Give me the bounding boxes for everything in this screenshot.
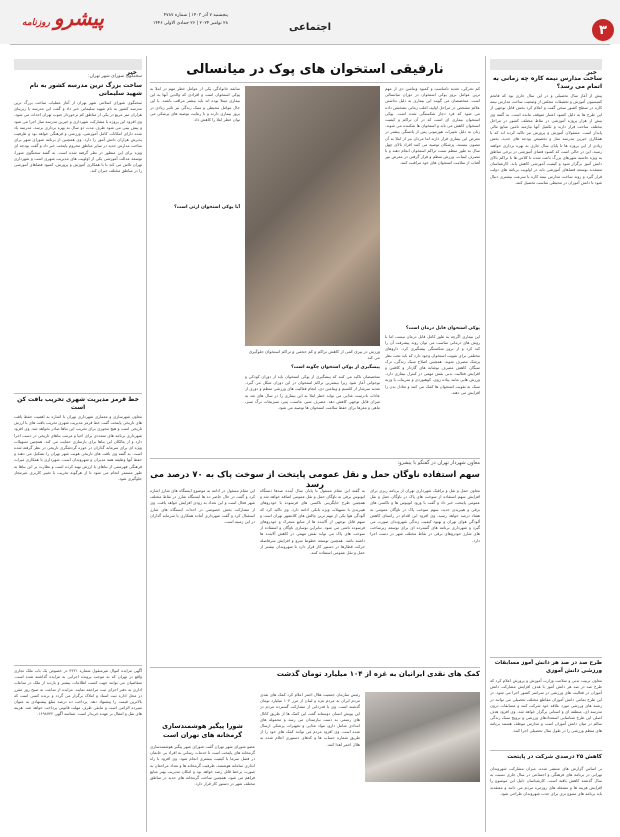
gaza-title: کمک های نقدی ایرانیان به غزه از ۱۰۴ میلیارد تومان گذشت: [276, 670, 480, 678]
right-sport-body: معاون تربیت بدنی و سلامت وزارت آموزش و پرورش اعلام کرد که طرح صد در صد هر دانش آموز با هدف افزایش مشارکت دانش آموزان در فعالیت های ورزشی در سراسر کشور اجرا می شود. در این طرح تمامی دانش آموزان مقاطع مختلف تحصیلی می توانند در رشته های ورزشی مورد علاقه خود شرکت کنند و مسابقات درون مدرسه ای، منطقه ای و استانی برگزار خواهد شد. وی افزود هدف اصلی این طرح شناسایی استعدادهای ورزشی و ترویج سبک زندگی سالم در میان دانش آموزان است و مدارس موظف هستند برنامه های منظم ورزشی را در طول سال تحصیلی اجرا کنند.: [490, 678, 602, 733]
main-body-2: این بیماری اگرچه به طور کامل قابل درمان نیست اما با روش های درمانی مناسب می توان روند پیشرفت آن را کند کرد و از بروز شکستگی پیشگیری کرد. داروهای مختلفی برای تقویت استخوان وجود دارد که باید تحت نظر پزشک مصرف شوند. همچنین اصلاح سبک زندگی، ترک سیگار، کاهش مصرف نوشابه های گازدار و کافئین و افزایش فعالیت بدنی نقش مهمی در کنترل بیماری دارد. ورزش هایی مانند پیاده روی، کوهنوردی و تمرینات با وزنه سبک به تقویت استخوان ها کمک می کنند و تعادل بدن را افزایش می دهند.: [385, 334, 480, 395]
main-sub-2: پیشگیری از پوکی استخوان چگونه است؟: [291, 365, 380, 370]
left-news-label: خبر: [126, 69, 137, 76]
right-divider-1: [490, 657, 602, 658]
main-body-4: سابقه خانوادگی یکی از عوامل خطر مهم در ابتلا به پوکی استخوان است و افرادی که والدین آنها به این بیماری مبتلا بوده اند باید بیشتر مراقب باشند. با این حال عوامل محیطی و سبک زندگی نیز تاثیر زیادی در بروز بیماری دارند و با رعایت توصیه های پزشکی می توان خطر ابتلا را کاهش داد.: [150, 86, 240, 123]
council-body: عضو شورای شهر تهران گفت شورای شهر پیگیر هوشمندسازی گرمخانه های پایتخت است تا خدمات رسانی به افراد بی خانمان در فصل سرما با کیفیت بیشتری انجام شود. وی افزود با راه اندازی سامانه هوشمند، ظرفیت گرمخانه ها و تعداد مراجعان به صورت برخط قابل رصد خواهد بود و امکان مدیریت بهتر منابع فراهم می شود. همچنین ساخت گرمخانه های جدید در مناطق مختلف شهر در دستور کار قرار دارد.: [150, 744, 255, 787]
right-news-tab: [490, 59, 602, 76]
gaza-photo: [365, 692, 480, 782]
middle-body-3: این مقام مسئول در ادامه به موضوع ایستگاه های شارژ اشاره کرد و گفت در حال حاضر ده ها ایستگاه شارژ در نقاط مختلف شهر فعال است و این تعداد به زودی افزایش خواهد یافت. وی از مشارکت بخش خصوصی در احداث ایستگاه های شارژ استقبال کرد و گفت شهرداری آماده همکاری با سرمایه گذاران در این زمینه است.: [150, 488, 255, 525]
middle-headline: سهم استفاده ناوگان حمل و نقل عمومی پایتخت از سوخت پاک به ۷۰ درصد می رسد: [150, 470, 480, 490]
main-headline: نارفیقی استخوان های پوک در میانسالی: [186, 62, 444, 77]
gaza-body: رئیس سازمان جمعیت هلال احمر اعلام کرد کمک های نقدی مردم ایران به مردم غزه و لبنان از مرز ۱۰۴ میلیارد تومان گذشته است. وی با قدردانی از مشارکت گسترده مردم در این پویش انسان دوستانه گفت این کمک ها از طریق کانال های رسمی به دست نیازمندان می رسد و محموله های امدادی شامل دارو، مواد غذایی و تجهیزات پزشکی ارسال شده است. وی افزود مردم می توانند کمک های خود را از طریق شماره حساب ها و کدهای دستوری اعلام شده به هلال احمر اهدا کنند.: [260, 692, 360, 747]
main-sub-3: آیا پوکی استخوان ارثی است؟: [174, 205, 240, 210]
column-rule-right: [485, 56, 486, 832]
left-divider-2: [14, 665, 142, 666]
section-title: اجتماعی: [288, 22, 332, 33]
logo-text: پیشرو: [53, 6, 104, 30]
main-headline-rule: [150, 82, 480, 83]
main-photo: [245, 86, 380, 346]
left-news-tab: [14, 59, 142, 76]
left-body: سخنگوی شورای اسلامی شهر تهران از آغاز عملیات ساخت بزرگ ترین مدرسه کشور به نام شهید سلیمانی خبر داد و گفت این مدرسه با زیربنای هزاران متر مربع در یکی از مناطق کم برخوردار جنوب تهران احداث می شود. وی افزود این پروژه با مشارکت شهرداری و خیرین مدرسه ساز اجرا می شود و پیش بینی می شود ظرف مدت دو سال به بهره برداری برسد. مدرسه یاد شده دارای امکانات کامل آموزشی، ورزشی و فرهنگی خواهد بود و ظرفیت پذیرش هزاران دانش آموز را دارد. وی همچنین از برنامه شورای شهر برای ساخت مدارس جدید در سایر مناطق محروم پایتخت خبر داد و گفت بودجه ای ویژه برای این منظور در نظر گرفته شده است. به گفته سخنگوی شورا، توسعه عدالت آموزشی یکی از اولویت های مدیریت شهری است و شهرداری تهران تلاش می کند تا با همکاری آموزش و پرورش، کمبود فضاهای آموزشی را در مناطق مختلف جبران کند.: [14, 100, 142, 174]
main-photo-caption: ورزش در پیری کمی از کاهش تراکم و کم حجمی و تراکم استخوان جلوگیری می کند: [248, 349, 380, 360]
council-title: شورا پیگیر هوشمندسازی گرمخانه های تهران است: [162, 722, 243, 739]
main-body-3: متخصصان تاکید می کنند که پیشگیری از پوکی استخوان باید از دوران کودکی و نوجوانی آغاز شود زیرا بیشترین تراکم استخوان در این دوران شکل می گیرد. تغذیه سرشار از کلسیم و ویتامین دی، انجام فعالیت های ورزشی منظم و دوری از عادات نادرست غذایی می تواند خطر ابتلا به این بیماری را در سال های بعد به میزان قابل توجهی کاهش دهد. مصرف شیر، ماست، پنیر، سبزیجات برگ سبز، ماهی و مغزها برای حفظ سلامت استخوان ها توصیه می شود.: [245, 374, 380, 411]
masthead-divider: [10, 44, 610, 45]
right-divider-2: [490, 750, 602, 751]
middle-body-2: به گفته این مقام مسئول تا پایان سال آینده صدها دستگاه اتوبوس برقی به ناوگان حمل و نقل عمومی اضافه خواهد شد و همچنین طرح جایگزینی تاکسی های فرسوده با خودروهای هیبریدی با تسهیلات ویژه بانکی ادامه دارد. وی تاکید کرد که آلودگی هوا یکی از مهم ترین چالش های کلانشهر تهران است و سهم قابل توجهی از آلاینده ها از منابع متحرک و خودروهای فرسوده ناشی می شود. بنابراین نوسازی ناوگان و استفاده از سوخت های پاک می تواند نقش مهمی در کاهش آلاینده ها داشته باشد. همچنین توسعه خطوط مترو و افزایش سرفاصله حرکت قطارها در دستور کار قرار دارد تا شهروندان بیشتر از حمل و نقل عمومی استفاده کنند.: [260, 488, 365, 556]
left-ad-body: آگهی مزایده اموال غیرمنقول شماره ۴۳۲۱ در خصوص یک باب ملک تجاری واقع در تهران که به موجب پرونده اجرایی به مزایده گذاشته شده است. متقاضیان می توانند جهت کسب اطلاعات بیشتر و بازدید از ملک در ساعات اداری به دفتر اجرای ثبت مراجعه نمایند. مزایده از ساعت نه صبح روز مقرر در محل اداره ثبت اسناد و املاک برگزار می گردد و برنده کسی است که بالاترین قیمت را پیشنهاد دهد. پرداخت ده درصد مبلغ پیشنهادی به عنوان سپرده الزامی است و مابقی ظرف مهلت قانونی پرداخت خواهد شد. هزینه های نقل و انتقال بر عهده خریدار است. شناسه آگهی ۱۶۹۸۷۴۲.: [14, 668, 142, 717]
right-sport-title: طرح صد در صد هر دانش آموز مسابقات ورزشی دانش آموزی: [494, 660, 602, 674]
right-news-label: خبر: [586, 69, 597, 76]
left-sub-body: معاون شهرسازی و معماری شهرداری تهران با اشاره به اهمیت حفظ بافت های تاریخی پایتخت گفت خط قرمز مدیریت شهری تخریب بافت های با ارزش تاریخی است و هیچ مجوزی برای تخریب این بناها صادر نخواهد شد. وی افزود شهرداری برنامه های متعددی برای احیا و مرمت بناهای تاریخی در دست اجرا دارد و از مالکان این بناها برای بازسازی حمایت می کند. همچنین تسهیلات ویژه ای برای سرمایه گذاران در حوزه گردشگری تاریخی در نظر گرفته شده است. به گفته وی بافت های تاریخی هویت شهر تهران را تشکیل می دهند و حفظ آنها وظیفه همه مدیران و شهروندان است. شهرداری با همکاری میراث فرهنگی فهرستی از بناهای با ارزش تهیه کرده است و نظارت بر این بناها به طور مستمر انجام می شود تا از هرگونه تخریب یا تغییر کاربری غیرمجاز جلوگیری شود.: [14, 414, 142, 482]
middle-divider-top: [150, 458, 480, 459]
logo: [20, 6, 106, 36]
main-sub-1: پوکی استخوان قابل درمان است؟: [405, 326, 480, 331]
right-top-body: پیش از آغاز سال تحصیلی و در این سال جاری بود که فاتحم کمیسیون آموزش و تحقیقات مجلس از وضعیت ساخت مدارس نیمه کاره در سطح کشور سخن گفت و اعلام کرد بخش قابل توجهی از این طرح ها به دلیل کمبود اعتبار متوقف مانده است. به گفته وی بیش از هزار پروژه آموزشی در نقاط مختلف کشور در مراحل مختلف ساخت قرار دارند و تکمیل آنها نیازمند تامین منابع مالی پایدار است. مسئولان آموزش و پرورش نیز تاکید کرده اند که با همکاری خیرین مدرسه ساز و تخصیص بودجه های جدید، بخش زیادی از این پروژه ها تا پایان سال جاری به بهره برداری خواهند رسید. این در حالی است که کمبود فضای آموزشی در برخی مناطق به ویژه حاشیه شهرهای بزرگ باعث شده تا کلاس ها با تراکم بالای دانش آموز برگزار شود و کیفیت آموزشی کاهش یابد. کارشناسان معتقدند توسعه فضاهای آموزشی باید در اولویت برنامه های دولت قرار گیرد و روند ساخت مدارس نیمه کاره با سرعت بیشتری دنبال شود تا دانش آموزان در محیطی مناسب تحصیل کنند.: [490, 93, 602, 185]
left-kicker: سخنگوی شورای شهر تهران:: [88, 74, 142, 79]
left-sub-title: خط قرمز مدیریت شهری تخریب بافت کن است: [17, 396, 139, 411]
column-rule-left: [146, 56, 147, 832]
right-top-title: ساخت مدارس نیمه کاره چه زمانی به اتمام می رسد؟: [492, 75, 602, 90]
left-title: ساخت بزرگ ترین مدرسه کشور به نام شهید سلیمانی: [29, 82, 142, 97]
logo-sub: روزنامه: [22, 18, 50, 28]
right-bottom-body: بر اساس گزارش های منتشر شده، میزان مشارکت شهروندان تهرانی در برنامه های فرهنگی و اجتماعی در سال جاری نسبت به سال گذشته کاهش یافته است. کارشناسان دلیل این موضوع را افزایش هزینه ها و مشغله های روزمره مردم می دانند و معتقدند باید برنامه های متنوع تری برای جذب شهروندان طراحی شود.: [490, 766, 602, 796]
gaza-divider: [150, 667, 480, 668]
date-line-1: پنجشنبه ۷ آذر ۱۴۰۳ | شماره ۴۷۸۷: [163, 13, 228, 18]
date-line-2: ۲۸ نوامبر ۲۰۲۴ | ۲۶ جمادی الاولی ۱۴۴۶: [152, 21, 228, 26]
right-bottom-title: کاهش ۲۵ درصدی شرکت در پایتخت: [507, 754, 602, 760]
page-number: ۳: [592, 19, 614, 41]
left-divider-1: [14, 393, 142, 394]
middle-body-1: معاون حمل و نقل و ترافیک شهرداری تهران از برنامه ریزی برای افزایش سهم استفاده از سوخت های پاک در ناوگان حمل و نقل عمومی پایتخت خبر داد و گفت با ورود اتوبوس ها و تاکسی های برقی و هیبریدی جدید، سهم سوخت پاک در ناوگان عمومی به هفتاد درصد خواهد رسید. وی افزود این اقدام در راستای کاهش آلودگی هوای تهران و بهبود کیفیت زندگی شهروندان صورت می گیرد و شهرداری برنامه های گسترده ای برای توسعه زیرساخت های شارژ خودروهای برقی در نقاط مختلف شهر در دست اجرا دارد.: [370, 488, 480, 543]
main-body-1: کم تحرکی، تغذیه نامناسب و کمبود ویتامین دی از مهم ترین عوامل بروز پوکی استخوان در دوران میانسالی است. متخصصان می گویند این بیماری به دلیل نداشتن علائم مشخص در مراحل اولیه، اغلب زمانی تشخیص داده می شود که فرد دچار شکستگی شده است. پوکی استخوان بیماری ای است که در آن تراکم و کیفیت استخوان کاهش می یابد و استخوان ها شکننده می شوند. زنان به دلیل تغییرات هورمونی پس از یائسگی بیشتر در معرض این بیماری قرار دارند اما مردان نیز از ابتلا به آن مصون نیستند. پزشکان توصیه می کنند افراد بالای چهل سال به طور منظم تست تراکم استخوان انجام دهند و با مصرف لبنیات، ورزش منظم و قرار گرفتن در معرض نور آفتاب از سلامت استخوان های خود مراقبت کنند.: [385, 86, 480, 166]
middle-kicker: معاون شهردار تهران در گفتگو با پیشرو:: [397, 460, 480, 466]
